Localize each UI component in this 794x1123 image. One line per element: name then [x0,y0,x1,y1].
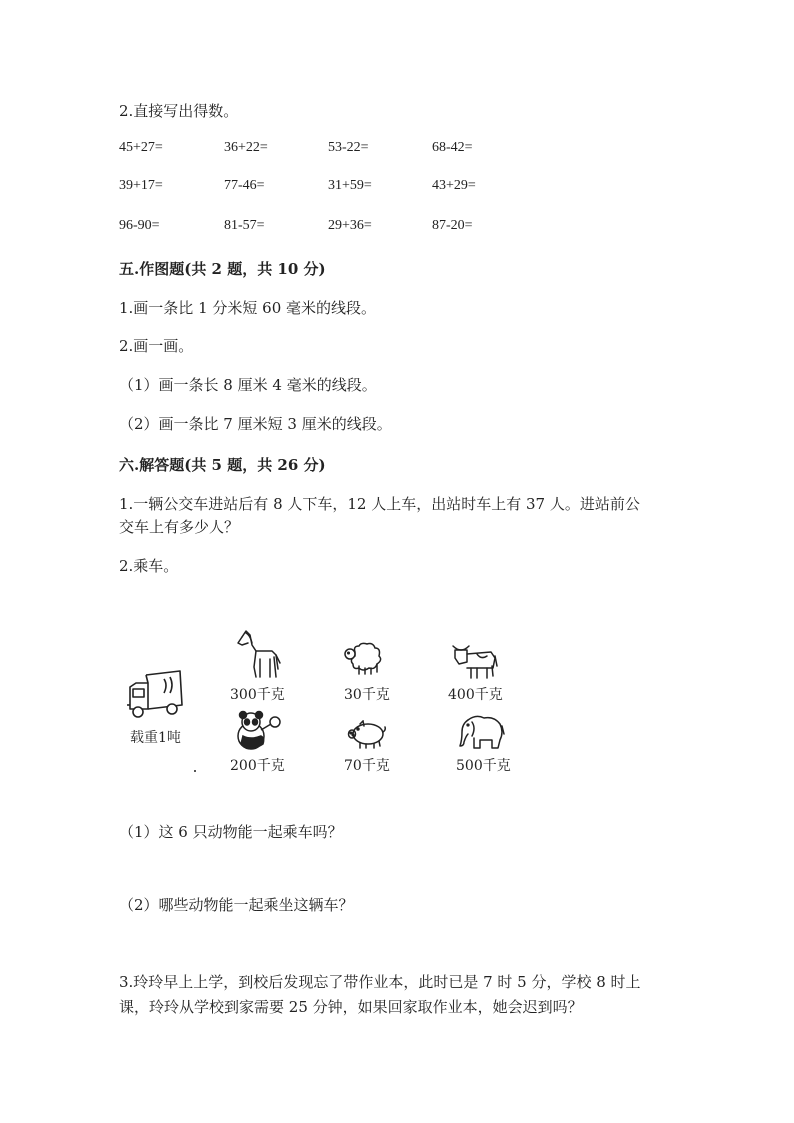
question-text: 2.画一画。 [119,337,194,355]
animal-weight: 70千克 [344,758,390,774]
sheep-icon [343,640,385,678]
animal-weight: 300千克 [230,687,285,703]
animal-weight: 500千克 [456,758,511,774]
stray-mark [194,770,196,772]
animal-weight: 400千克 [448,687,503,703]
horse-icon [234,627,282,681]
calc-item: 68-42= [432,140,473,155]
calc-item: 31+59= [328,178,372,193]
question-title: 2.直接写出得数。 [119,102,239,120]
calc-item: 53-22= [328,140,369,155]
calc-item: 81-57= [224,218,265,233]
question-text: 交车上有多少人？ [119,518,240,536]
cow-icon [449,640,499,680]
question-text: 1.画一条比 1 分米短 60 毫米的线段。 [119,299,377,317]
calc-item: 45+27= [119,140,163,155]
calc-item: 87-20= [432,218,473,233]
question-text: 课，玲玲从学校到家需要 25 分钟，如果回家取作业本，她会迟到吗？ [119,998,583,1016]
calc-item: 77-46= [224,178,265,193]
elephant-icon [458,712,506,752]
panda-icon [233,710,283,752]
sub-question: （1）这 6 只动物能一起乘车吗？ [119,823,343,841]
animal-weight: 30千克 [344,687,390,703]
pig-icon [346,720,386,750]
truck-label: 载重1吨 [130,730,181,746]
section-heading: 六.解答题(共 5 题，共 26 分) [119,456,326,474]
question-text: 3.玲玲早上上学，到校后发现忘了带作业本，此时已是 7 时 5 分，学校 8 时上 [119,973,641,991]
calc-item: 36+22= [224,140,268,155]
calc-item: 43+29= [432,178,476,193]
sub-question: （1）画一条长 8 厘米 4 毫米的线段。 [119,376,377,394]
section-heading: 五.作图题(共 2 题，共 10 分) [119,260,326,278]
animal-weight: 200千克 [230,758,285,774]
sub-question: （2）画一条比 7 厘米短 3 厘米的线段。 [119,415,392,433]
sub-question: （2）哪些动物能一起乘坐这辆车？ [119,896,354,914]
question-text: 2.乘车。 [119,557,179,575]
calc-item: 39+17= [119,178,163,193]
truck-icon [124,665,186,723]
calc-item: 29+36= [328,218,372,233]
question-text: 1.一辆公交车进站后有 8 人下车，12 人上车，出站时车上有 37 人。进站前公 [119,495,640,513]
calc-item: 96-90= [119,218,160,233]
